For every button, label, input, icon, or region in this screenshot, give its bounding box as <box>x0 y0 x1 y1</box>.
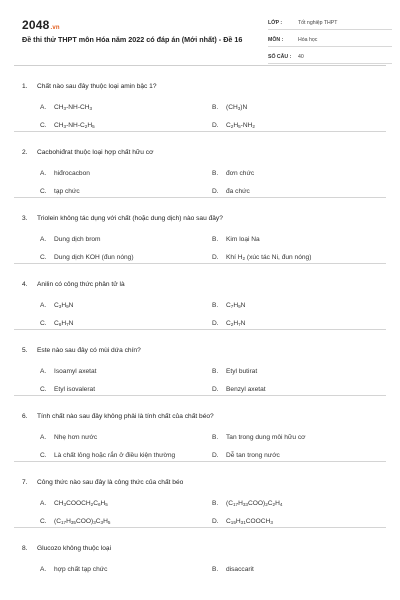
option-text: hợp chất tạp chức <box>54 566 108 573</box>
question-text <box>22 347 141 354</box>
option-letter: C. <box>40 518 47 525</box>
option-letter: D. <box>212 254 219 261</box>
meta-value: Hóa học <box>298 37 318 43</box>
question-stem: Tính chất nào sau đây không phải là tính chất của chất béo? <box>37 413 214 420</box>
option-letter: A. <box>40 566 47 573</box>
question-text <box>22 545 111 552</box>
question-number: 1. <box>22 83 28 90</box>
question-stem: Este nào sau đây có mùi dứa chín? <box>37 347 141 354</box>
question-number: 2. <box>22 149 28 156</box>
question-number: 6. <box>22 413 28 420</box>
answer-option-b[interactable] <box>212 368 257 375</box>
option-text: đa chức <box>226 188 250 195</box>
meta-value: 40 <box>298 54 304 60</box>
option-letter: B. <box>212 170 219 177</box>
question-1 <box>14 66 386 132</box>
option-text: $C_2H_7N$ <box>226 320 246 327</box>
option-text: $C_{15}H_{31}COOCH_3$ <box>226 518 273 525</box>
site-logo[interactable] <box>22 18 60 32</box>
option-letter: C. <box>40 452 47 459</box>
option-text: đơn chức <box>226 170 255 177</box>
option-letter: C. <box>40 386 47 393</box>
meta-key: LỚP : <box>268 20 283 26</box>
option-letter: C. <box>40 254 47 261</box>
question-list <box>14 66 386 578</box>
meta-key: SỐ CÂU : <box>268 54 292 60</box>
option-text: $(C_{17}H_{33}COO)_2C_2H_4$ <box>226 500 283 507</box>
answer-option-a[interactable] <box>40 302 73 309</box>
answer-option-a[interactable] <box>40 566 107 573</box>
answer-option-a[interactable] <box>40 236 101 243</box>
meta-row-class <box>268 13 392 30</box>
question-stem: Anilin có công thức phân tử là <box>37 281 125 288</box>
option-letter: B. <box>212 236 219 243</box>
option-text: $C_6H_7N$ <box>54 320 74 327</box>
option-text: Là chất lỏng hoặc rắn ở điều kiện thường <box>54 452 176 459</box>
answer-option-c[interactable] <box>40 254 134 261</box>
answer-option-c[interactable] <box>40 122 95 129</box>
option-letter: D. <box>212 452 219 459</box>
option-letter: D. <box>212 518 219 525</box>
question-6 <box>14 396 386 462</box>
answer-option-b[interactable] <box>212 236 260 243</box>
answer-option-b[interactable] <box>212 104 247 111</box>
question-stem: Glucozo không thuộc loại <box>37 545 112 552</box>
answer-option-d[interactable] <box>212 452 280 459</box>
question-stem: Chất nào sau đây thuộc loại amin bậc 1? <box>37 83 157 90</box>
answer-option-d[interactable] <box>212 386 266 393</box>
answer-option-c[interactable] <box>40 320 73 327</box>
answer-option-a[interactable] <box>40 170 90 177</box>
question-2 <box>14 132 386 198</box>
answer-option-b[interactable] <box>212 500 282 507</box>
option-text: $(CH_3)N$ <box>226 104 248 111</box>
option-text: Nhẹ hơn nước <box>54 434 98 441</box>
option-text: Dung dịch KOH (đun nóng) <box>54 254 134 261</box>
option-text: hiđrocacbon <box>54 170 90 177</box>
answer-option-b[interactable] <box>212 302 245 309</box>
answer-option-b[interactable] <box>212 170 254 177</box>
answer-option-d[interactable] <box>212 518 273 525</box>
meta-value: Tốt nghiệp THPT <box>298 20 338 26</box>
option-text: Etyl butirat <box>226 368 258 375</box>
question-text <box>22 281 125 288</box>
option-text: $CH_3-NH-CH_3$ <box>54 104 93 111</box>
question-number: 7. <box>22 479 28 486</box>
exam-meta <box>268 13 392 64</box>
answer-option-b[interactable] <box>212 434 305 441</box>
question-stem: Triolein không tác dụng với chất (hoặc dung dịch) nào sau đây? <box>37 215 223 222</box>
answer-option-a[interactable] <box>40 434 97 441</box>
meta-row-count <box>268 47 392 64</box>
answer-option-c[interactable] <box>40 518 110 525</box>
question-text <box>22 149 153 156</box>
option-letter: D. <box>212 386 219 393</box>
option-letter: A. <box>40 236 47 243</box>
answer-option-d[interactable] <box>212 320 245 327</box>
meta-row-subject <box>268 30 392 47</box>
answer-option-d[interactable] <box>212 122 255 129</box>
option-text: Dễ tan trong nước <box>226 452 280 459</box>
question-8 <box>14 528 386 578</box>
option-letter: B. <box>212 302 219 309</box>
option-letter: A. <box>40 104 47 111</box>
option-text: $CH_3COOCH_2C_6H_5$ <box>54 500 108 507</box>
option-letter: A. <box>40 434 47 441</box>
option-letter: A. <box>40 368 47 375</box>
option-letter: C. <box>40 188 47 195</box>
question-text <box>22 215 223 222</box>
option-text: Etyl isovalerat <box>54 386 96 393</box>
option-letter: D. <box>212 122 219 129</box>
answer-option-b[interactable] <box>212 566 254 573</box>
question-text <box>22 83 157 90</box>
logo-main: 2048 <box>22 18 50 32</box>
question-number: 8. <box>22 545 28 552</box>
option-text: $C_7H_9N$ <box>226 302 246 309</box>
question-stem: Công thức nào sau đây là công thức của chất béo <box>37 479 184 486</box>
document-header <box>14 0 386 66</box>
option-letter: D. <box>212 320 219 327</box>
option-letter: A. <box>40 302 47 309</box>
question-5 <box>14 330 386 396</box>
option-text: Dung dịch brom <box>54 236 101 243</box>
option-text: Kim loại Na <box>226 236 260 243</box>
question-number: 4. <box>22 281 28 288</box>
logo-suffix: .vn <box>50 25 60 31</box>
exam-title: Đề thi thử THPT môn Hóa năm 2022 có đáp án (Mới nhất) - Đề 16 <box>22 35 243 44</box>
option-letter: A. <box>40 170 47 177</box>
answer-option-c[interactable] <box>40 452 175 459</box>
answer-option-c[interactable] <box>40 188 80 195</box>
option-letter: B. <box>212 566 219 573</box>
answer-option-d[interactable] <box>212 188 250 195</box>
question-3 <box>14 198 386 264</box>
option-text: disaccarit <box>226 566 254 573</box>
question-stem: Cacbohiđrat thuộc loại hợp chất hữu cơ <box>37 149 154 156</box>
option-letter: B. <box>212 368 219 375</box>
answer-option-d[interactable] <box>212 254 311 261</box>
option-letter: B. <box>212 104 219 111</box>
option-letter: B. <box>212 434 219 441</box>
answer-option-a[interactable] <box>40 104 92 111</box>
answer-option-a[interactable] <box>40 368 97 375</box>
option-text: Isoamyl axetat <box>54 368 97 375</box>
question-4 <box>14 264 386 330</box>
option-text: $C_3H_9N$ <box>54 302 74 309</box>
option-letter: B. <box>212 500 219 507</box>
option-letter: D. <box>212 188 219 195</box>
option-text: Tan trong dung môi hữu cơ <box>226 434 306 441</box>
option-text: tạp chức <box>54 188 80 195</box>
option-text: $CH_3-NH-C_2H_5$ <box>54 122 95 129</box>
question-number: 5. <box>22 347 28 354</box>
option-letter: C. <box>40 320 47 327</box>
option-letter: A. <box>40 500 47 507</box>
question-text <box>22 479 183 486</box>
option-text: $C_2H_5-NH_2$ <box>226 122 255 129</box>
answer-option-a[interactable] <box>40 500 108 507</box>
question-7 <box>14 462 386 528</box>
option-text: $(C_{17}H_{35}COO)_3C_3H_5$ <box>54 518 111 525</box>
question-text <box>22 413 214 420</box>
option-letter: C. <box>40 122 47 129</box>
meta-key: MÔN : <box>268 37 284 43</box>
answer-option-c[interactable] <box>40 386 95 393</box>
option-text: Khí $H_2$ (xúc tác Ni, đun nóng) <box>226 254 312 261</box>
question-number: 3. <box>22 215 28 222</box>
option-text: Benzyl axetat <box>226 386 266 393</box>
